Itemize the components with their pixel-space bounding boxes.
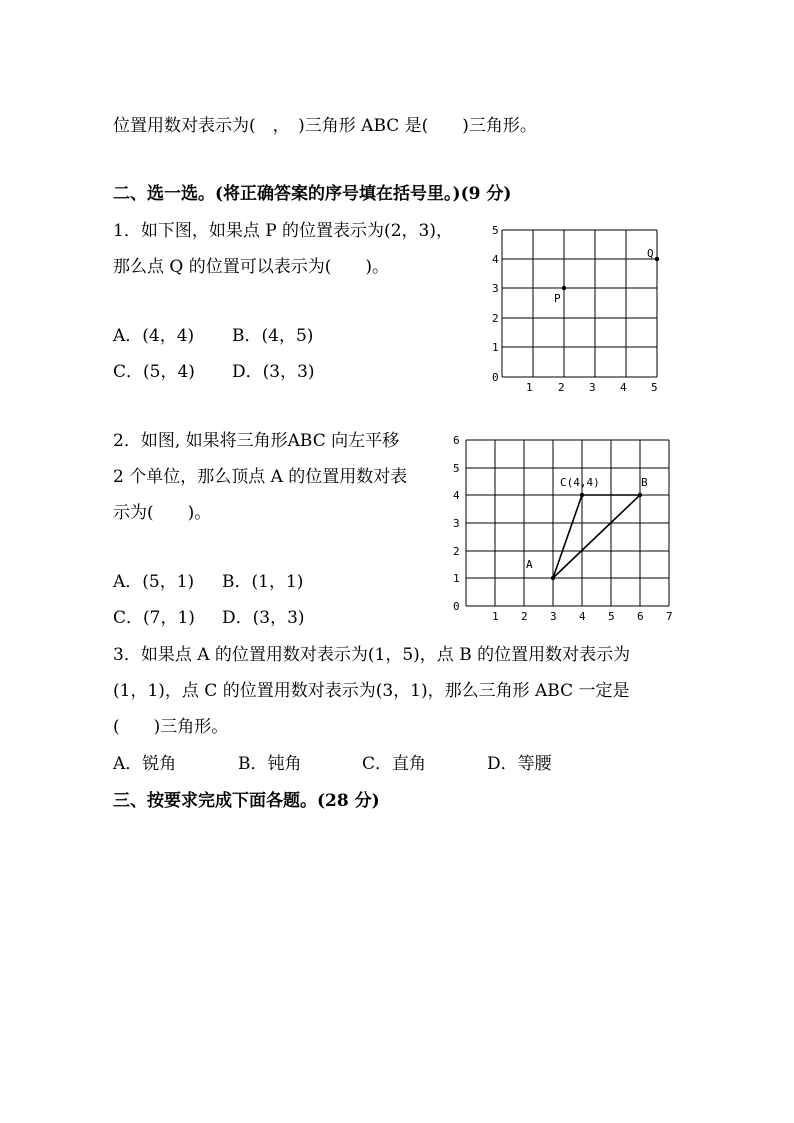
x-tick-label: 6 (637, 610, 644, 623)
label-c: C(4,4) (560, 476, 600, 489)
triangle-abc (553, 495, 640, 578)
q3-option-b: B．钝角 (238, 754, 302, 774)
y-tick-label: 2 (492, 312, 499, 325)
q3-option-a: A．锐角 (113, 754, 177, 774)
q2-option-c: C．(7，1) (113, 608, 195, 628)
q3-line-2: (1，1)，点 C 的位置用数对表示为(3，1)，那么三角形 ABC 一定是 (113, 681, 630, 701)
q2-option-d: D．(3，3) (222, 608, 305, 628)
label-p: P (554, 292, 561, 305)
q1-option-c: C．(5，4) (113, 362, 195, 382)
q2-line-3: 示为( )。 (113, 503, 212, 523)
x-tick-label: 3 (550, 610, 557, 623)
y-tick-label: 1 (453, 572, 460, 585)
q2-option-a: A．(5，1) (113, 572, 195, 592)
label-q: Q (647, 247, 654, 260)
section-3-heading: 三、按要求完成下面各题。(28 分) (113, 791, 380, 811)
q2-line-2: 2 个单位，那么顶点 A 的位置用数对表 (113, 467, 408, 487)
x-tick-label: 3 (589, 381, 596, 394)
label-b: B (641, 476, 648, 489)
y-tick-label: 5 (492, 224, 499, 237)
q1-line-1: 1．如下图，如果点 P 的位置表示为(2，3)， (113, 221, 453, 241)
x-tick-label: 1 (492, 610, 499, 623)
y-tick-label: 2 (453, 545, 460, 558)
y-tick-label: 4 (492, 253, 499, 266)
q1-option-d: D．(3，3) (232, 362, 315, 382)
grid-2-figure (450, 434, 678, 624)
point-p (562, 286, 566, 290)
q2-line-1: 2．如图, 如果将三角形ABC 向左平移 (113, 431, 400, 451)
grid-1-figure (488, 222, 668, 398)
x-tick-label: 4 (579, 610, 586, 623)
vertex-b (638, 493, 642, 497)
y-tick-label: 3 (492, 282, 499, 295)
q1-line-2: 那么点 Q 的位置可以表示为( )。 (113, 257, 390, 277)
y-tick-label: 3 (453, 517, 460, 530)
vertex-a (551, 576, 555, 580)
y-tick-label: 4 (453, 489, 460, 502)
q3-option-d: D．等腰 (487, 754, 552, 774)
point-q (655, 257, 659, 261)
x-tick-label: 1 (526, 381, 533, 394)
x-tick-label: 7 (666, 610, 673, 623)
vertex-c (580, 493, 584, 497)
q2-option-b: B．(1，1) (222, 572, 304, 592)
y-tick-label: 0 (492, 371, 499, 384)
label-a: A (526, 558, 533, 571)
y-tick-label: 1 (492, 341, 499, 354)
y-tick-label: 5 (453, 462, 460, 475)
x-tick-label: 2 (558, 381, 565, 394)
x-tick-label: 4 (620, 381, 627, 394)
y-tick-label: 0 (453, 600, 460, 613)
q3-line-1: 3．如果点 A 的位置用数对表示为(1，5)，点 B 的位置用数对表示为 (113, 645, 631, 665)
q3-option-c: C．直角 (362, 754, 427, 774)
y-tick-label: 6 (453, 434, 460, 447)
x-tick-label: 2 (521, 610, 528, 623)
x-tick-label: 5 (608, 610, 615, 623)
q1-option-b: B．(4，5) (232, 326, 314, 346)
section-2-heading: 二、选一选。(将正确答案的序号填在括号里。)(9 分) (113, 184, 512, 204)
q1-option-a: A．(4，4) (113, 326, 195, 346)
top-line: 位置用数对表示为( ， )三角形 ABC 是( )三角形。 (113, 116, 537, 136)
x-tick-label: 5 (651, 381, 658, 394)
q3-line-3: ( )三角形。 (113, 717, 229, 737)
